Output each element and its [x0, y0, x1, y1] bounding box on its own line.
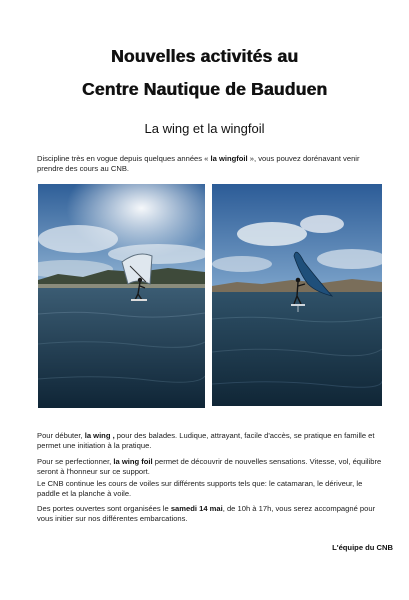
p2-bold: la wing foil	[113, 457, 153, 466]
p2-text-2: permet de découvrir de nouvelles sensations. Vitesse, vol, équilibre seront à l'honneur sur ce support.	[37, 457, 382, 477]
p2-text-1: Pour se perfectionner,	[37, 457, 114, 466]
p4-bold: samedi 14 mai	[170, 504, 223, 513]
intro-text-2: », vous pouvez dorénavant venir prendre des cours au CNB.	[37, 154, 360, 174]
section-subtitle: La wing et la wingfoil	[144, 121, 265, 136]
p1-text-2: pour des balades. Ludique, attrayant, facile d'accès, se pratique en famille et permet une initiation à la pratique.	[37, 431, 375, 451]
intro-bold: la wingfoil	[210, 154, 248, 163]
p1-text-1: Pour débuter,	[37, 431, 85, 440]
signature: L'équipe du CNB	[332, 543, 393, 552]
p4-text-1: Des portes ouvertes sont organisées le	[37, 504, 171, 513]
paragraph-courses: Le CNB continue les cours de voiles sur différents supports tels que: le catamaran, le dériveur, le paddle et la planche à voile.	[37, 479, 363, 499]
paragraph-wingfoil	[37, 457, 387, 477]
paragraph-wing	[37, 431, 387, 451]
p1-bold: la wing ,	[84, 431, 115, 440]
page-title-line-1: Nouvelles activités au	[110, 46, 299, 66]
wingfoil-photo-right	[212, 184, 382, 406]
intro-paragraph	[37, 154, 382, 174]
page-title-line-2: Centre Nautique de Bauduen	[81, 79, 328, 99]
intro-text-1: Discipline très en vogue depuis quelques années «	[37, 154, 211, 163]
wing-photo-left	[38, 184, 205, 408]
p4-text-2: , de 10h à 17h, vous serez accompagné pour vous initier sur nos différentes embarcations.	[37, 504, 376, 524]
paragraph-open-days	[37, 504, 387, 524]
